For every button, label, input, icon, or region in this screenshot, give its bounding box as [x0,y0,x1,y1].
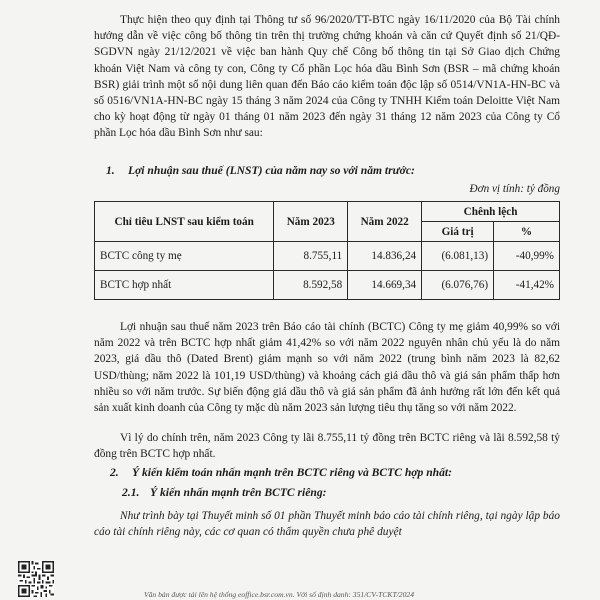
section-1-title: Lợi nhuận sau thuế (LNST) của năm nay so với năm trước: [128,164,415,177]
section-2-heading [110,466,452,479]
header-percent: % [494,222,560,242]
section-2-1-title: Ý kiến nhấn mạnh trên BCTC riêng: [150,486,327,499]
qr-code-icon [18,561,54,597]
row-difference-value: (6.076,76) [422,271,494,300]
unit-note: Đơn vị tính: tỷ đồng [469,183,560,195]
row-value-2022: 14.669,34 [348,271,422,300]
section-1-heading [106,164,415,177]
row-value-2023: 8.592,58 [274,271,348,300]
row-difference-percent: -40,99% [494,242,560,271]
table-row [95,242,560,271]
row-difference-value: (6.081,13) [422,242,494,271]
profit-table [94,201,560,300]
section-2-1-heading [122,486,327,499]
emphasis-quote: Như trình bày tại Thuyết minh số 01 phần Thuyết minh báo cáo tài chính riêng, tại ngày lập báo cáo tài chính riêng này, các cơ quan có thẩm quyền chưa phê duyệt [94,510,560,539]
section-2-1-number: 2.1. [122,486,140,499]
header-year-2022: Năm 2022 [348,202,422,242]
conclusion-paragraph: Vì lý do chính trên, năm 2023 Công ty lãi 8.755,11 tỷ đồng trên BCTC riêng và lãi 8.592,58 tỷ đồng trên BCTC hợp nhất. [94,432,560,461]
row-label: BCTC công ty mẹ [95,242,274,271]
row-label: BCTC hợp nhất [95,271,274,300]
footer-note: Văn bản được tải lên hệ thống eoffice.bsr.com.vn. Với số định danh: 351/CV-TCKT/2024 [144,590,414,599]
header-indicator: Chỉ tiêu LNST sau kiểm toán [95,202,274,242]
intro-paragraph: Thực hiện theo quy định tại Thông tư số 96/2020/TT-BTC ngày 16/11/2020 của Bộ Tài chính hướng dẫn về việc công bố thông tin trên thị trường chứng khoán và căn cứ Quyết định số 21/QĐ-SGDVN ngày 21/12/2021 về việc ban hành Quy chế Công bố thông tin tại Sở Giao dịch Chứng khoán Việt Nam và công ty con, Công ty Cổ phần Lọc hóa dầu Bình Sơn (BSR – mã chứng khoán BSR) giải trình một số nội dung liên quan đến Báo cáo kiểm toán độc lập số 0514/VN1A-HN-BC và số 0516/VN1A-HN-BC ngày 15 tháng 3 năm 2024 của Công ty TNHH Kiểm toán Deloitte Việt Nam cho kỳ hoạt động từ ngày 01 tháng 01 năm 2023 đến ngày 31 tháng 12 năm 2023 của Công ty Cổ phần Lọc hóa dầu Bình Sơn như sau: [94,14,560,140]
row-value-2022: 14.836,24 [348,242,422,271]
section-2-number: 2. [110,466,119,479]
section-2-title: Ý kiến kiểm toán nhấn mạnh trên BCTC riêng và BCTC hợp nhất: [132,466,452,479]
row-value-2023: 8.755,11 [274,242,348,271]
section-1-number: 1. [106,164,115,177]
table-row [95,271,560,300]
table-header-row [95,202,560,222]
header-year-2023: Năm 2023 [274,202,348,242]
header-difference: Chênh lệch [422,202,560,222]
explanation-paragraph: Lợi nhuận sau thuế năm 2023 trên Báo cáo tài chính (BCTC) Công ty mẹ giảm 40,99% so với năm 2022 và trên BCTC hợp nhất giảm 41,42% so với năm 2022 nguyên nhân chủ yếu là do năm 2023, giá dầu thô (Dated Brent) giảm mạnh so với năm 2022 (trung bình năm 2023 là 82,62 USD/thùng; năm 2022 là 101,19 USD/thùng) và khoảng cách giá dầu thô và giá sản phẩm thấp hơn nhiều so với năm trước. Sự biến động giá dầu thô và giá sản phẩm đã ảnh hưởng rất lớn đến kết quả sản xuất kinh doanh của Công ty mặc dù năm 2023 sản lượng tiêu thụ tăng so với năm 2022. [94,321,560,415]
row-difference-percent: -41,42% [494,271,560,300]
header-value: Giá trị [422,222,494,242]
